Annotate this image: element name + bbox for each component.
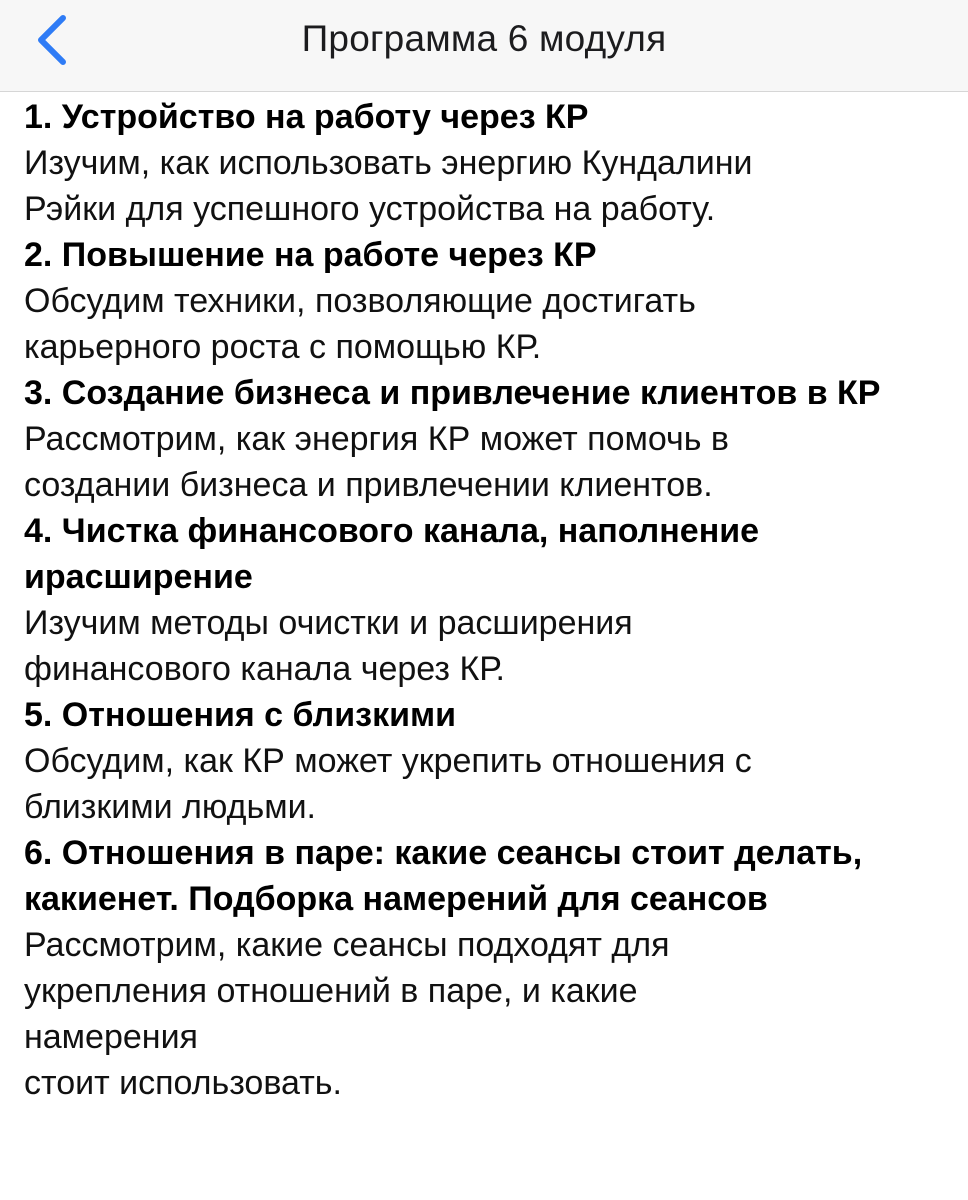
module-description-line: Обсудим, как КР может укрепить отношения с	[24, 742, 752, 780]
module-program-content	[24, 94, 954, 1106]
module-description-line: намерения	[24, 1018, 198, 1056]
module-title: 1. Устройство на работу через КР	[24, 98, 589, 136]
module-description-line: Обсудим техники, позволяющие достигать	[24, 282, 696, 320]
module-title: 3. Создание бизнеса и привлечение клиентов в КР	[24, 374, 881, 412]
module-description-line: Рассмотрим, какие сеансы подходят для	[24, 926, 670, 964]
module-item	[24, 692, 954, 830]
module-title: 2. Повышение на работе через КР	[24, 236, 597, 274]
module-title: 6. Отношения в паре: какие сеансы стоит делать, какиенет. Подборка намерений для сеансов	[24, 834, 863, 918]
module-item	[24, 830, 954, 1106]
module-title: 5. Отношения с близкими	[24, 696, 457, 734]
module-title: 4. Чистка финансового канала, наполнение ирасширение	[24, 512, 760, 596]
module-item	[24, 94, 954, 232]
module-description-line: финансового канала через КР.	[24, 650, 505, 688]
module-description-line: близкими людьми.	[24, 788, 317, 826]
module-description-line: укрепления отношений в паре, и какие	[24, 972, 638, 1010]
module-description-line: стоит использовать.	[24, 1064, 342, 1102]
module-description-line: карьерного роста с помощью КР.	[24, 328, 542, 366]
module-item	[24, 232, 954, 370]
module-description-line: Изучим методы очистки и расширения	[24, 604, 633, 642]
page-title: Программа 6 модуля	[301, 18, 667, 59]
navigation-bar	[0, 0, 968, 92]
module-description-line: создании бизнеса и привлечении клиентов.	[24, 466, 713, 504]
module-description-line: Изучим, как использовать энергию Кундалини	[24, 144, 753, 182]
module-item	[24, 370, 954, 508]
module-description-line: Рэйки для успешного устройства на работу.	[24, 190, 716, 228]
module-item	[24, 508, 954, 692]
module-description-line: Рассмотрим, как энергия КР может помочь в	[24, 420, 729, 458]
